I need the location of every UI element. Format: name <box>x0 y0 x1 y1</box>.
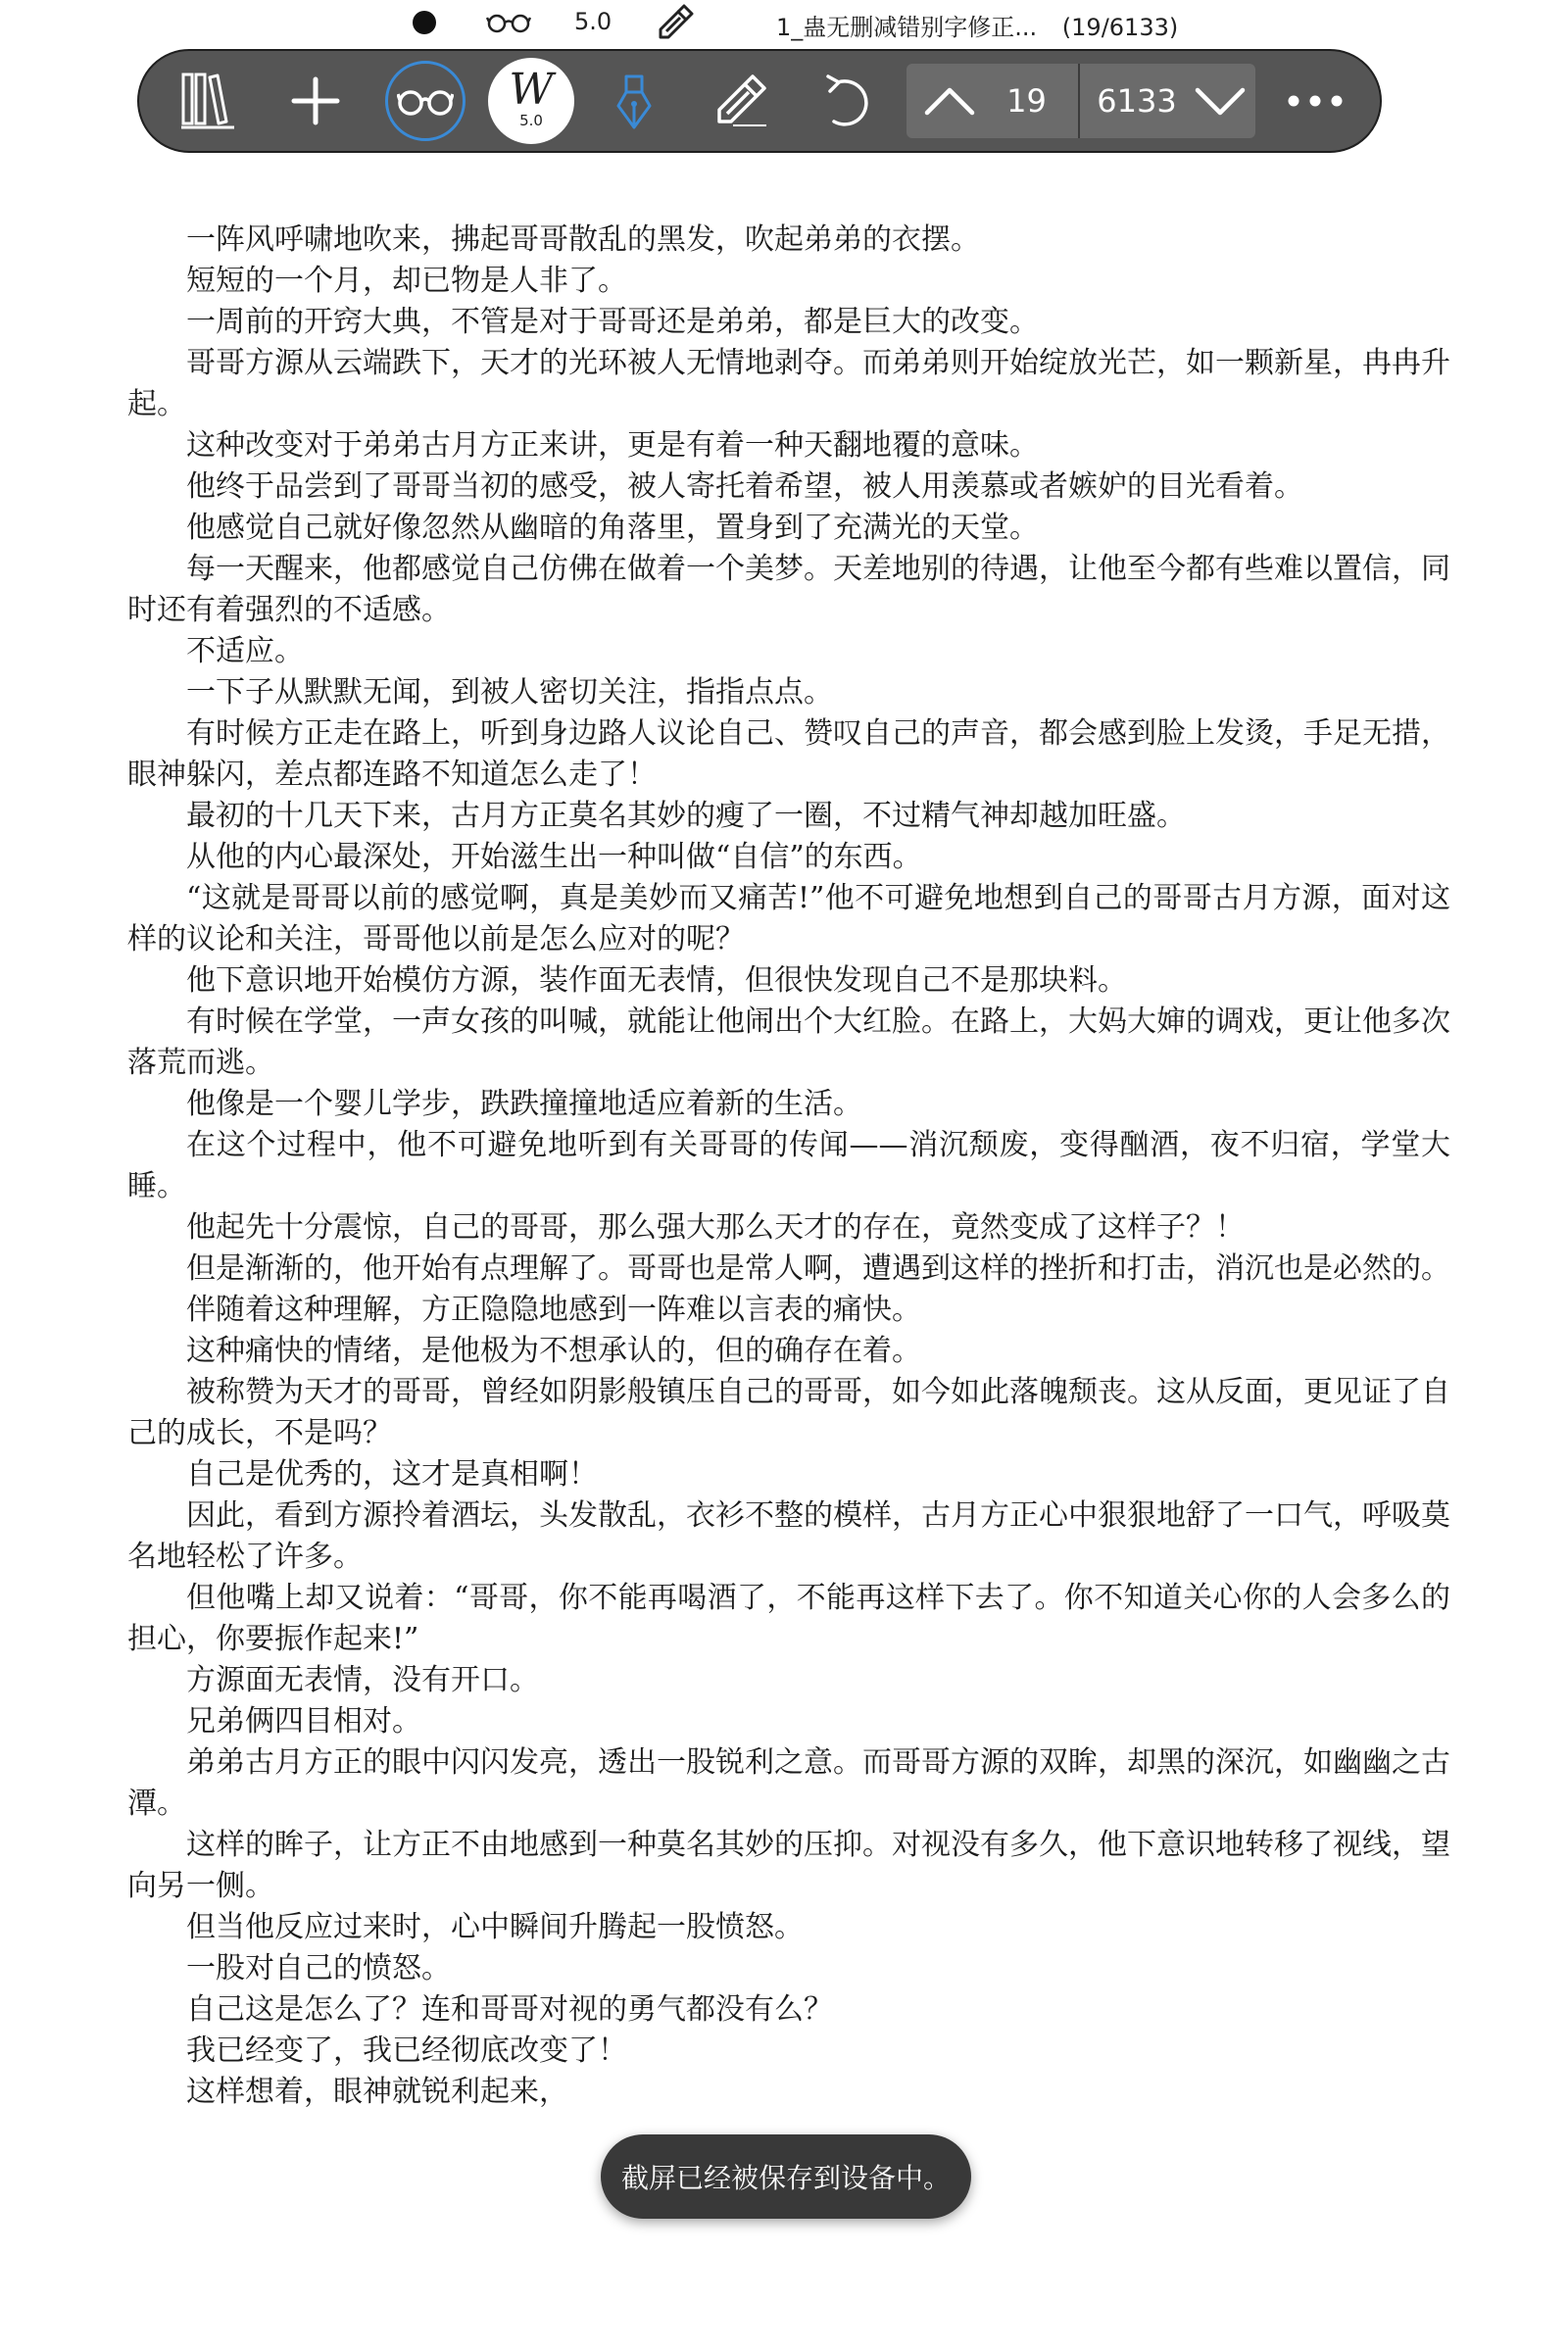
paragraph: 一股对自己的愤怒。 <box>186 1951 451 1985</box>
paragraph: 一下子从默默无闻，到被人密切关注，指指点点。 <box>186 675 833 710</box>
paragraph: 他起先十分震惊，自己的哥哥，那么强大那么天才的存在，竟然变成了这样子？！ <box>186 1210 1245 1245</box>
more-dots-icon <box>1287 94 1344 108</box>
glasses-icon <box>397 83 454 119</box>
screenshot-saved-toast: 截屏已经被保存到设备中。 <box>601 2134 971 2219</box>
paragraph: 但是渐渐的，他开始有点理解了。哥哥也是常人啊，遭遇到这样的挫折和打击，消沉也是必然的。 <box>186 1251 1450 1286</box>
document-title-text: 1_蛊无删减错别字修正... <box>776 14 1038 41</box>
pen-button[interactable] <box>595 51 673 151</box>
paragraph: 他像是一个婴儿学步，跌跌撞撞地适应着新的生活。 <box>186 1087 862 1121</box>
zoom-level: 5.0 <box>574 8 612 35</box>
paragraph: “这就是哥哥以前的感觉啊，真是美妙而又痛苦!”他不可避免地想到自己的哥哥古月方源，面对这样的议论和关注，哥哥他以前是怎么应对的呢？ <box>127 881 1450 956</box>
page-navigator <box>906 64 1255 138</box>
paragraph: 自己是优秀的，这才是真相啊！ <box>186 1457 598 1492</box>
more-options-button[interactable] <box>1271 51 1359 151</box>
handwriting-letter: W <box>509 64 554 115</box>
paragraph: 被称赞为天才的哥哥，曾经如阴影般镇压自己的哥哥，如今如此落魄颓丧。这从反面，更见证了自己的成长，不是吗？ <box>127 1375 1450 1450</box>
next-page-button[interactable] <box>1191 64 1250 138</box>
paragraph: 哥哥方源从云端跌下，天才的光环被人无情地剥夺。而弟弟则开始绽放光芒，如一颗新星，冉冉升起。 <box>127 346 1450 421</box>
highlighter-icon <box>657 4 696 47</box>
paragraph: 方源面无表情，没有开口。 <box>186 1663 539 1697</box>
chevron-down-icon <box>1195 86 1246 116</box>
fountain-pen-icon <box>616 73 652 129</box>
reading-mode-active-ring <box>385 61 466 141</box>
paragraph: 这样的眸子，让方正不由地感到一种莫名其妙的压抑。对视没有多久，他下意识地转移了视线，望向另一侧。 <box>127 1828 1450 1903</box>
paragraph: 我已经变了，我已经彻底改变了！ <box>186 2034 627 2068</box>
handwriting-version: 5.0 <box>519 111 543 129</box>
paragraph: 弟弟古月方正的眼中闪闪发亮，透出一股锐利之意。而哥哥方源的双眸，却黑的深沉，如幽幽之古潭。 <box>127 1745 1450 1821</box>
reading-mode-button[interactable] <box>381 51 469 151</box>
glasses-icon <box>486 8 531 43</box>
highlighter-button[interactable] <box>698 51 786 151</box>
paragraph: 兄弟俩四目相对。 <box>186 1704 421 1739</box>
paragraph: 伴随着这种理解，方正隐隐地感到一阵难以言表的痛快。 <box>186 1293 921 1327</box>
paragraph: 从他的内心最深处，开始滋生出一种叫做“自信”的东西。 <box>186 840 922 874</box>
library-button[interactable] <box>169 51 247 151</box>
paragraph: 但他嘴上却又说着：“哥哥，你不能再喝酒了，不能再这样下去了。你不知道关心你的人会多么的担心，你要振作起来!” <box>127 1581 1450 1656</box>
undo-icon <box>824 73 869 129</box>
paragraph: 不适应。 <box>186 634 304 668</box>
paragraph: 一周前的开窍大典，不管是对于哥哥还是弟弟，都是巨大的改变。 <box>186 305 1039 339</box>
recording-dot-icon <box>413 11 436 34</box>
paragraph: 他感觉自己就好像忽然从幽暗的角落里，置身到了充满光的天堂。 <box>186 511 1039 545</box>
paragraph: 一阵风呼啸地吹来，拂起哥哥散乱的黑发，吹起弟弟的衣摆。 <box>186 222 980 257</box>
chevron-up-icon <box>924 86 975 116</box>
document-title <box>776 8 1178 42</box>
paragraph: 他下意识地开始模仿方源，装作面无表情，但很快发现自己不是那块料。 <box>186 963 1127 998</box>
highlighter-icon <box>713 74 770 127</box>
paragraph: 有时候方正走在路上，听到身边路人议论自己、赞叹自己的声音，都会感到脸上发烫，手足无措，眼神躲闪，差点都连路不知道怎么走了！ <box>127 716 1450 792</box>
paragraph: 每一天醒来，他都感觉自己仿佛在做着一个美梦。天差地别的待遇，让他至今都有些难以置信，同时还有着强烈的不适感。 <box>127 552 1450 627</box>
paragraph: 最初的十几天下来，古月方正莫名其妙的瘦了一圈，不过精气神却越加旺盛。 <box>186 799 1186 833</box>
page-indicator: (19/6133) <box>1061 14 1179 41</box>
reader-toolbar <box>137 49 1382 153</box>
paragraph: 但当他反应过来时，心中瞬间升腾起一股愤怒。 <box>186 1910 804 1944</box>
undo-button[interactable] <box>808 51 886 151</box>
status-bar <box>0 0 1568 45</box>
paragraph: 短短的一个月，却已物是人非了。 <box>186 264 627 298</box>
library-books-icon <box>179 71 236 131</box>
paragraph: 在这个过程中，他不可避免地听到有关哥哥的传闻——消沉颓废，变得酗酒，夜不归宿，学堂大睡。 <box>127 1128 1450 1203</box>
previous-page-button[interactable] <box>920 64 979 138</box>
document-page-text <box>127 220 1450 2113</box>
paragraph: 有时候在学堂，一声女孩的叫喊，就能让他闹出个大红脸。在路上，大妈大婶的调戏，更让他多次落荒而逃。 <box>127 1004 1450 1080</box>
paragraph: 这样想着，眼神就锐利起来， <box>186 2075 568 2109</box>
pager-divider <box>1078 64 1080 138</box>
plus-icon <box>290 75 341 126</box>
paragraph: 自己这是怎么了？连和哥哥对视的勇气都没有么？ <box>186 1992 833 2027</box>
paragraph: 这种改变对于弟弟古月方正来讲，更是有着一种天翻地覆的意味。 <box>186 428 1039 463</box>
paragraph: 因此，看到方源拎着酒坛，头发散乱，衣衫不整的模样，古月方正心中狠狠地舒了一口气，呼吸莫名地轻松了许多。 <box>127 1498 1450 1574</box>
add-button[interactable] <box>276 51 355 151</box>
handwriting-badge <box>488 58 574 144</box>
paragraph: 这种痛快的情绪，是他极为不想承认的，但的确存在着。 <box>186 1334 921 1368</box>
handwriting-button[interactable] <box>484 51 578 151</box>
current-page-number[interactable]: 19 <box>1006 82 1047 120</box>
total-pages-number[interactable]: 6133 <box>1097 82 1177 120</box>
paragraph: 他终于品尝到了哥哥当初的感受，被人寄托着希望，被人用羡慕或者嫉妒的目光看着。 <box>186 469 1303 504</box>
